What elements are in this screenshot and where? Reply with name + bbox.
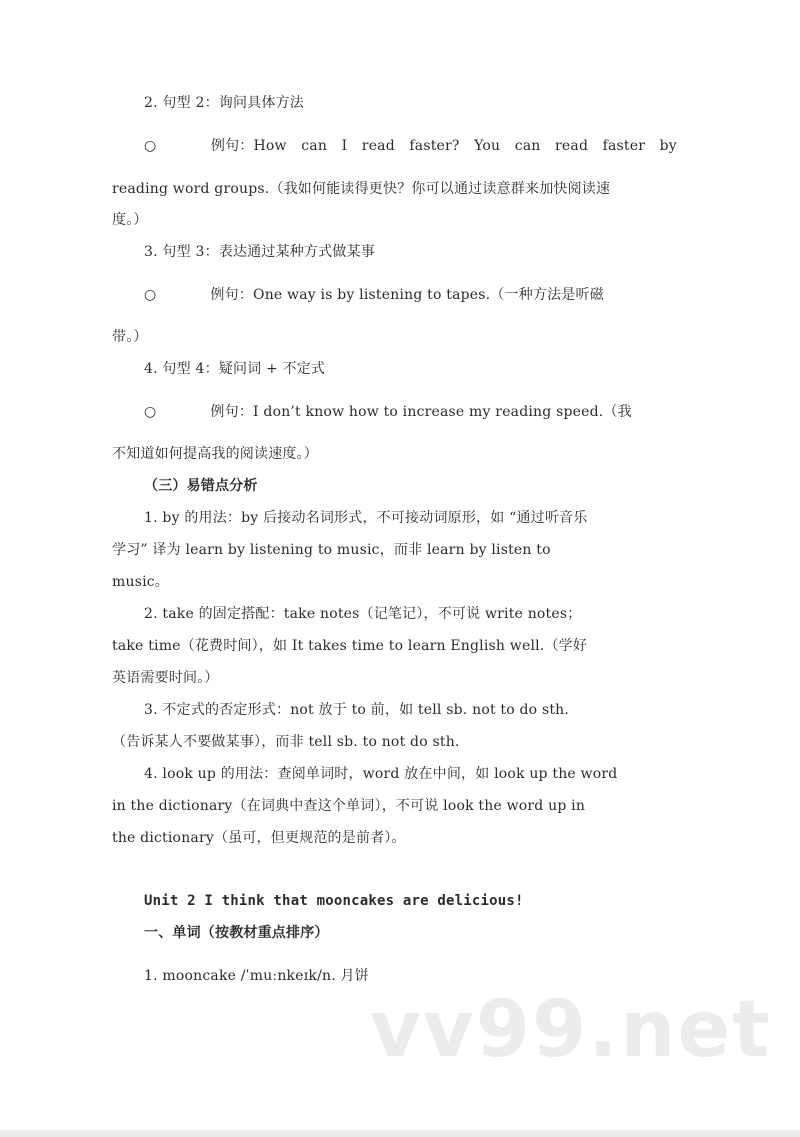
pattern-3-heading: 3. 句型 3：表达通过某种方式做某事 — [144, 244, 375, 260]
error-4-line-2: in the dictionary（在词典中查这个单词），不可说 look the word up in — [112, 798, 586, 814]
pattern-2-example-line-3: 度。） — [112, 212, 148, 228]
pattern-2-heading: 2. 句型 2：询问具体方法 — [144, 95, 304, 111]
watermark-logo: vv99.net — [370, 985, 772, 1075]
error-1-line-3: music。 — [112, 574, 169, 590]
pattern-2-example-line-2: reading word groups.（我如何能读得更快？你可以通过读意群来加快阅读速 — [112, 181, 611, 197]
vocabulary-item-1: 1. mooncake /ˈmuːnkeɪk/n. 月饼 — [144, 968, 369, 984]
unit-2-title: Unit 2 I think that mooncakes are delicious! — [144, 893, 524, 909]
pattern-4-heading: 4. 句型 4：疑问词 + 不定式 — [144, 361, 326, 377]
error-1-line-2: 学习” 译为 learn by listening to music，而非 learn by listen to — [112, 542, 551, 558]
error-3-line-1: 3. 不定式的否定形式：not 放于 to 前，如 tell sb. not to do sth. — [144, 702, 570, 718]
pattern-4-example-line-1: ○ 例句：I don’t know how to increase my reading speed.（我 — [144, 404, 632, 420]
error-1-line-1: 1. by 的用法：by 后接动名词形式，不可接动词原形，如 “通过听音乐 — [144, 510, 588, 526]
bullet-icon: ○ — [144, 287, 157, 303]
error-2-line-2: take time（花费时间），如 It takes time to learn English well.（学好 — [112, 638, 588, 654]
error-2-line-1: 2. take 的固定搭配：take notes（记笔记），不可说 write notes； — [144, 606, 582, 622]
error-2-line-3: 英语需要时间。） — [112, 670, 219, 686]
pattern-3-example-line-1: ○ 例句：One way is by listening to tapes.（一种方法是听磁 — [144, 287, 604, 303]
error-4-line-1: 4. look up 的用法：查阅单词时，word 放在中间，如 look up the word — [144, 766, 618, 782]
bullet-icon: ○ — [144, 404, 157, 420]
pattern-3-example-line-2: 带。） — [112, 329, 148, 345]
pattern-4-example-line-2: 不知道如何提高我的阅读速度。） — [112, 446, 318, 462]
pattern-2-example-line-1: ○ 例句：How can I read faster? You can read faster by — [144, 138, 677, 154]
bullet-icon: ○ — [144, 138, 157, 154]
error-3-line-2: （告诉某人不要做某事），而非 tell sb. to not do sth. — [112, 734, 460, 750]
error-4-line-3: the dictionary（虽可，但更规范的是前者）。 — [112, 830, 406, 846]
section-3-heading: （三）易错点分析 — [144, 478, 258, 494]
vocabulary-heading: 一、单词（按教材重点排序） — [144, 925, 329, 941]
